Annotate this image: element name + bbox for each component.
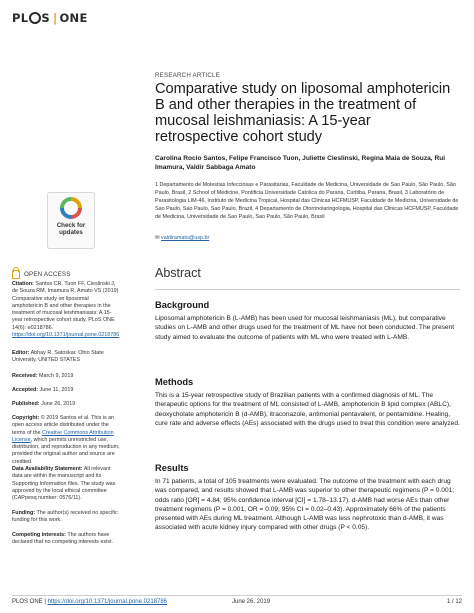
- page-number: 1 / 12: [446, 599, 462, 605]
- abstract-divider: [155, 289, 460, 290]
- accepted-date: Accepted: June 11, 2019: [12, 387, 74, 393]
- author-list: Carolina Rocio Santos, Felipe Francisco Tuon, Juliette Cieslinski, Regina Maia de Souza, Rui Imamura, Valdir Sabbaga Amato: [155, 155, 446, 171]
- one-wordmark: ONE: [59, 11, 88, 25]
- corresponding-email: [155, 235, 209, 241]
- footer-journal: PLOS ONE |: [12, 599, 46, 605]
- logo-separator: |: [52, 11, 58, 25]
- citation-doi-link[interactable]: https://doi.org/10.1371/journal.pone.0218786: [12, 332, 120, 339]
- open-lock-icon: [12, 270, 20, 279]
- competing-interests-block: Competing interests: The authors have declared that no competing interests exist.: [12, 532, 113, 546]
- mail-icon: ✉: [155, 235, 162, 241]
- email-link[interactable]: valdiramato@usp.br: [161, 235, 210, 241]
- license-link[interactable]: Creative Commons Attribution License: [12, 429, 114, 443]
- check-updates-label: Check for updates: [56, 222, 86, 236]
- section-text-methods: This is a 15-year retrospective study of Brazilian patients with a confirmed diagnosis of ML. The therapeutic options for the treatment of ML consisted of L-AMB, amphotericin B lipid complex (ABLC), deoxycholate amphotericin B (d-AMB), itraconazole, antimonial pentavalent, or pentamidine. Healing, cure rate and adverse effects (AEs) associated with the drugs used to treat this condition were analyzed.: [155, 392, 460, 427]
- funding-block: Funding: The author(s) received no specific funding for this work.: [12, 510, 118, 524]
- plos-one-logo[interactable]: [12, 11, 88, 25]
- section-text-results: In 71 patients, a total of 105 treatments were evaluated. The outcome of the treatment with each drug was compared, and results showed that L-AMB was superior to other therapeutic regimens (P = 0.001; odds ratio [OR] = 4.84; 95% confidence interval [CI] = 1.78–13.17). d-AMB had worse AEs than other treatment regimens (P = 0.001, OR = 0.09; 95% CI = 0.02–0.43). Approximately 66% of the patients presented with AEs during ML treatment. Although L-AMB was less nephrotoxic than d-AMB, it was associated with acute kidney injury compared with other drugs (P < 0.05).: [155, 478, 455, 532]
- footer-divider: [12, 595, 462, 596]
- section-text-background: Liposomal amphotericin B (L-AMB) has been used for mucosal leishmaniasis (ML), but comparative studies on L-AMB and other drugs used for the treatment of ML have not been conducted. The present study aimed to evaluate the outcome of patients with ML who were treated with L-AMB.: [155, 315, 455, 341]
- received-date: Received: March 9, 2019: [12, 373, 74, 379]
- logo-o-ring: [29, 12, 41, 24]
- section-heading-methods: Methods: [155, 377, 194, 387]
- citation-block: Citation: Santos CR, Tuon FF, Cieslinski J, de Souza RM, Imamura R, Amato VS (2019) Comparative study on liposomal amphotericin B and other therapies in the treatment of mucosal leishmaniasis: A 15-year retrospective cohort study. PLoS ONE 14(6): e0218786. https://doi.org/10.1371/journal.pone.0218786: [12, 281, 120, 339]
- editor-block: Editor: Abhay R. Satoskar, Ohio State University, UNITED STATES: [12, 350, 104, 364]
- section-heading-results: Results: [155, 463, 189, 473]
- footer-date: June 26, 2019: [232, 599, 271, 605]
- plos-wordmark: PL S: [12, 11, 50, 25]
- article-title: Comparative study on liposomal amphotericin B and other therapies in the treatment of mucosal leishmaniasis: A 15-year retrospective cohort study: [155, 81, 451, 145]
- check-for-updates-badge[interactable]: [47, 192, 95, 249]
- copyright-block: Copyright: © 2019 Santos et al. This is an open access article distributed under the terms of the Creative Commons Attribution License, which permits unrestricted use, distribution, and reproduction in any medium, provided the original author and source are credited.: [12, 415, 120, 465]
- section-heading-background: Background: [155, 300, 210, 310]
- data-availability-block: Data Availability Statement: All relevant data are within the manuscript and its Supporting Information files. The study was approved by the local ethical committee (CAPpesq number: 0576/11).: [12, 466, 116, 502]
- abstract-heading: Abstract: [155, 266, 201, 280]
- affiliations: 1 Departamento de Molestias Infecciosas e Parasitarias, Faculdade de Medicina, Universidade de Sao Paulo, São Paulo, São Paulo, Brasil, 2 School of Medicine, Pontificia Universidade Catolica do Parana, Curitiba, Parana, Brasil, 3 Laboratório de Parasitologia LIM-46, Instituto de Medicina Tropical, Hospital das Clinicas HCFMUSP, Faculdade de Medicina, Universidade de Sao Paulo, Sao Paulo, Sao Paulo, Brazil, 4 Departamento de Otorrinolaringologia, Hospital das Clinicas HCFMUSP, Faculdade de Medicina, Universidade de Sao Paulo, Sao Paulo, São Paulo, Brasil: [155, 182, 459, 220]
- page-footer: [12, 599, 462, 605]
- footer-doi-link[interactable]: https://doi.org/10.1371/journal.pone.0218786: [47, 599, 168, 605]
- open-access-label: OPEN ACCESS: [12, 270, 71, 279]
- article-type: RESEARCH ARTICLE: [155, 72, 220, 79]
- published-date: Published: June 26, 2019: [12, 401, 76, 407]
- crossmark-icon: [60, 197, 82, 219]
